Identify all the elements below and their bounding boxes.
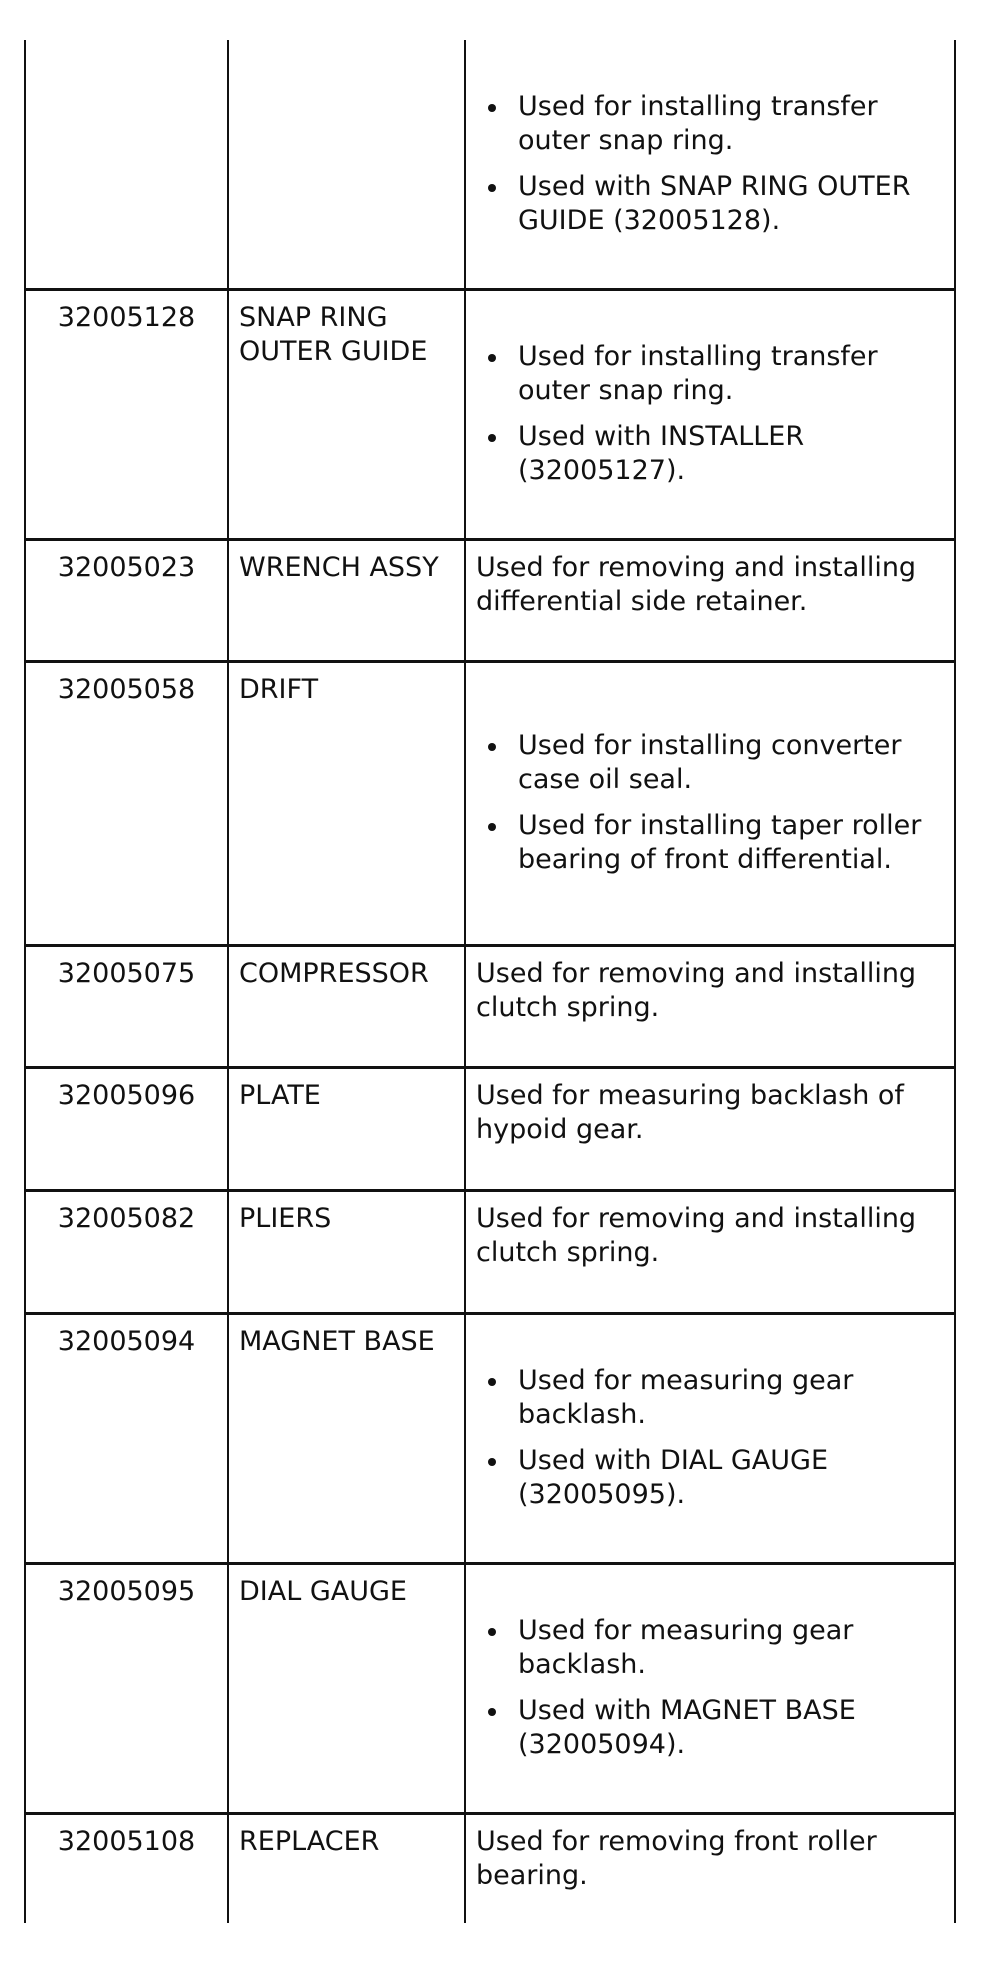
tool-number-cell: 32005128 [25,289,228,539]
tool-name-cell: REPLACER [228,1813,465,1923]
table-row [25,1067,955,1190]
description-bullet: Used for installing converter case oil seal. [518,729,944,797]
tool-description-cell [465,1563,955,1813]
tool-name-cell [228,40,465,289]
table-row [25,40,955,289]
tool-description-cell: Used for measuring backlash of hypoid gear. [465,1067,955,1190]
table-row [25,1563,955,1813]
tool-description-cell [465,661,955,945]
tool-number-cell: 32005075 [25,945,228,1067]
description-bullet: Used with DIAL GAUGE (32005095). [518,1444,944,1512]
description-bullet: Used for installing taper roller bearing of front differential. [518,809,944,877]
special-tools-table [24,40,956,1923]
description-bullet: Used with MAGNET BASE (32005094). [518,1694,944,1762]
tool-number-cell: 32005094 [25,1313,228,1563]
description-bullet: Used for measuring gear backlash. [518,1614,944,1682]
description-bullet-list [476,90,944,238]
tool-number-cell: 32005095 [25,1563,228,1813]
tool-description-cell: Used for removing and installing clutch spring. [465,945,955,1067]
tool-number-cell [25,40,228,289]
tool-description-cell: Used for removing front roller bearing. [465,1813,955,1923]
description-bullet-list [476,340,944,488]
table-row [25,289,955,539]
tool-number-cell: 32005082 [25,1190,228,1313]
description-bullet: Used for installing transfer outer snap ring. [518,90,944,158]
tool-description-cell [465,1313,955,1563]
description-bullet: Used with INSTALLER (32005127). [518,420,944,488]
tool-description-cell: Used for removing and installing differential side retainer. [465,539,955,661]
tool-number-cell: 32005023 [25,539,228,661]
tool-description-cell [465,289,955,539]
tool-name-cell: MAGNET BASE [228,1313,465,1563]
table-row [25,1190,955,1313]
tool-number-cell: 32005096 [25,1067,228,1190]
tool-number-cell: 32005058 [25,661,228,945]
tool-description-cell [465,40,955,289]
tool-name-cell: COMPRESSOR [228,945,465,1067]
description-bullet: Used for measuring gear backlash. [518,1364,944,1432]
description-bullet-list [476,1614,944,1762]
description-bullet-list [476,729,944,877]
tool-name-cell: DIAL GAUGE [228,1563,465,1813]
tool-name-cell: PLIERS [228,1190,465,1313]
tool-name-cell: PLATE [228,1067,465,1190]
table-row [25,1313,955,1563]
tool-description-cell: Used for removing and installing clutch spring. [465,1190,955,1313]
table-row [25,1813,955,1923]
tool-number-cell: 32005108 [25,1813,228,1923]
tool-name-cell: SNAP RING OUTER GUIDE [228,289,465,539]
description-bullet: Used for installing transfer outer snap ring. [518,340,944,408]
tool-name-cell: DRIFT [228,661,465,945]
table-row [25,661,955,945]
description-bullet-list [476,1364,944,1512]
table-row [25,539,955,661]
table-row [25,945,955,1067]
tool-name-cell: WRENCH ASSY [228,539,465,661]
description-bullet: Used with SNAP RING OUTER GUIDE (32005128). [518,170,944,238]
